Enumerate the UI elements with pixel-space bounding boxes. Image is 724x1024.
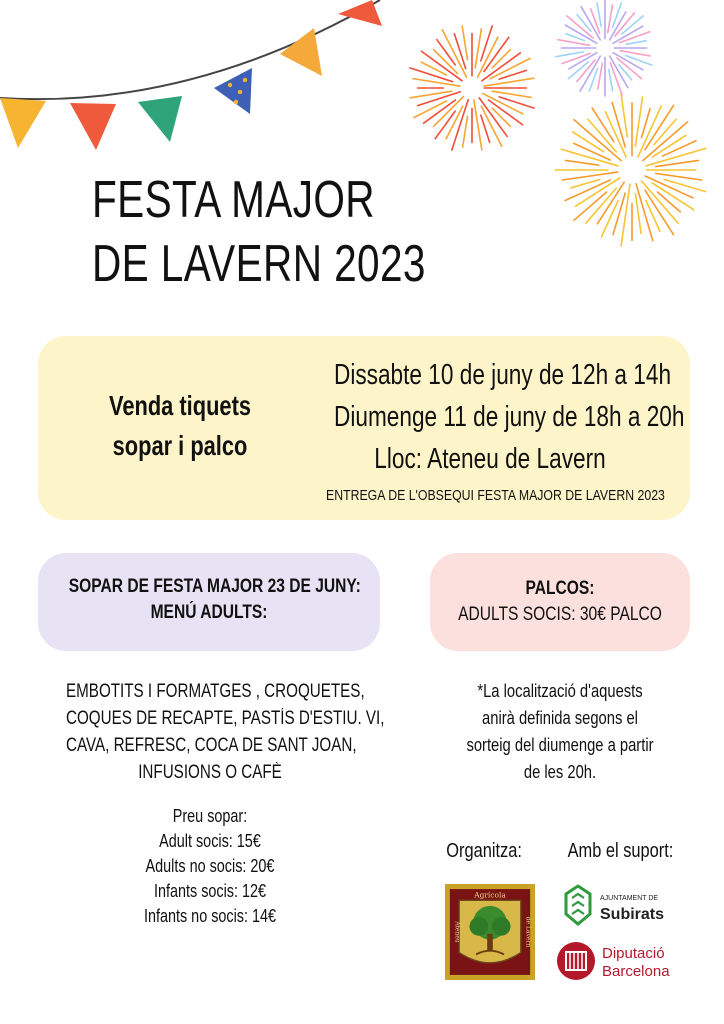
subirats-name: Subirats (600, 906, 665, 923)
subirats-logo-icon (560, 884, 675, 928)
crest-text-right: de Lavern (524, 916, 532, 948)
schedule-place: Lloc: Ateneu de Lavern (374, 443, 606, 475)
firework-spark (656, 173, 702, 180)
support-label: Amb el suport: (567, 840, 673, 862)
firework-spark (434, 97, 464, 127)
dinner-menu (30, 678, 390, 786)
firework-spark (492, 108, 510, 126)
ticket-schedule (290, 354, 690, 508)
price-title: Preu sopar: (172, 806, 248, 826)
firework-spark (492, 91, 531, 97)
ticket-heading-line-1: Venda tiquets (108, 390, 251, 421)
schedule-sunday: Diumenge 11 de juny de 18h a 20h (334, 401, 685, 433)
firework-spark (619, 65, 632, 80)
firework-spark (475, 29, 481, 68)
firework-spark (608, 5, 613, 33)
firework-spark (598, 63, 603, 89)
organizer-label: Organitza: (446, 840, 522, 862)
dinner-heading-line-1: SOPAR DE FESTA MAJOR 23 DE JUNY: (68, 576, 361, 597)
menu-line: CAVA, REFRESC, COCA DE SANT JOAN, (66, 735, 357, 756)
firework-spark (597, 3, 601, 27)
firework-spark (462, 26, 467, 60)
menu-line: COQUES DE RECAPTE, PASTÍS D'ESTIU. VI, (66, 708, 385, 729)
crest-text-top: Agrícola (474, 890, 506, 900)
firework-spark (474, 100, 482, 150)
firework-spark (463, 116, 468, 147)
firework-spark (612, 3, 621, 27)
palcos-info (430, 576, 690, 628)
firework-spark (565, 160, 598, 165)
crest-text-left: Ateneu (453, 921, 461, 943)
firework-spark (481, 26, 492, 61)
ateneu-crest-icon (445, 884, 535, 980)
firework-spark (562, 172, 617, 180)
menu-line: INFUSIONS O CAFÈ (138, 762, 282, 783)
firework-spark (626, 55, 652, 65)
dipu-line-2: Barcelona (602, 963, 670, 980)
firework-spark (657, 192, 680, 212)
firework-spark (638, 106, 661, 157)
menu-line: EMBOTITS I FORMATGES , CROQUETES, (66, 681, 365, 702)
firework-spark (663, 141, 696, 156)
gift-notice: ENTREGA DE L'OBSEQUI FESTA MAJOR DE LAVERN 2023 (326, 487, 665, 504)
firework-spark (627, 41, 646, 44)
ticket-sale-heading (60, 386, 300, 466)
subirats-small-text: AJUNTAMENT DE (600, 895, 659, 902)
dinner-heading-line-2: MENÚ ADULTS: (150, 602, 268, 623)
dinner-heading (38, 574, 380, 626)
title-line-2: DE LAVERN 2023 (92, 235, 426, 293)
price-line: Adult socis: 15€ (159, 831, 261, 851)
note-line: de les 20h. (523, 762, 597, 782)
ticket-heading-line-2: sopar i palco (112, 430, 248, 461)
firework-spark (492, 50, 510, 68)
firework-spark (621, 94, 627, 137)
note-line: anirà definida segons el (482, 708, 638, 728)
dinner-prices (110, 804, 310, 929)
note-line: *La localització d'aquests (477, 681, 643, 701)
price-line: Infants socis: 12€ (153, 881, 267, 901)
firework-spark (664, 179, 705, 191)
diputacio-logo-icon (556, 938, 681, 984)
firework-spark (635, 97, 642, 146)
firework-spark (556, 52, 584, 57)
palcos-heading: PALCOS: (525, 578, 595, 599)
firework-spark (499, 97, 534, 108)
firework-spark (484, 78, 534, 86)
page-title (92, 168, 520, 296)
bunting-decoration-icon (0, 0, 400, 160)
schedule-saturday: Dissabte 10 de juny de 12h a 14h (334, 359, 672, 391)
firework-spark (609, 70, 613, 92)
price-line: Adults no socis: 20€ (145, 856, 275, 876)
title-line-1: FESTA MAJOR (92, 171, 375, 229)
firework-spark (577, 15, 591, 32)
palcos-price: ADULTS SOCIS: 30€ PALCO (458, 604, 662, 625)
dipu-line-1: Diputació (602, 945, 665, 962)
palcos-note (420, 678, 700, 786)
note-line: sorteig del diumenge a partir (466, 735, 654, 755)
price-line: Infants no socis: 14€ (143, 906, 277, 926)
